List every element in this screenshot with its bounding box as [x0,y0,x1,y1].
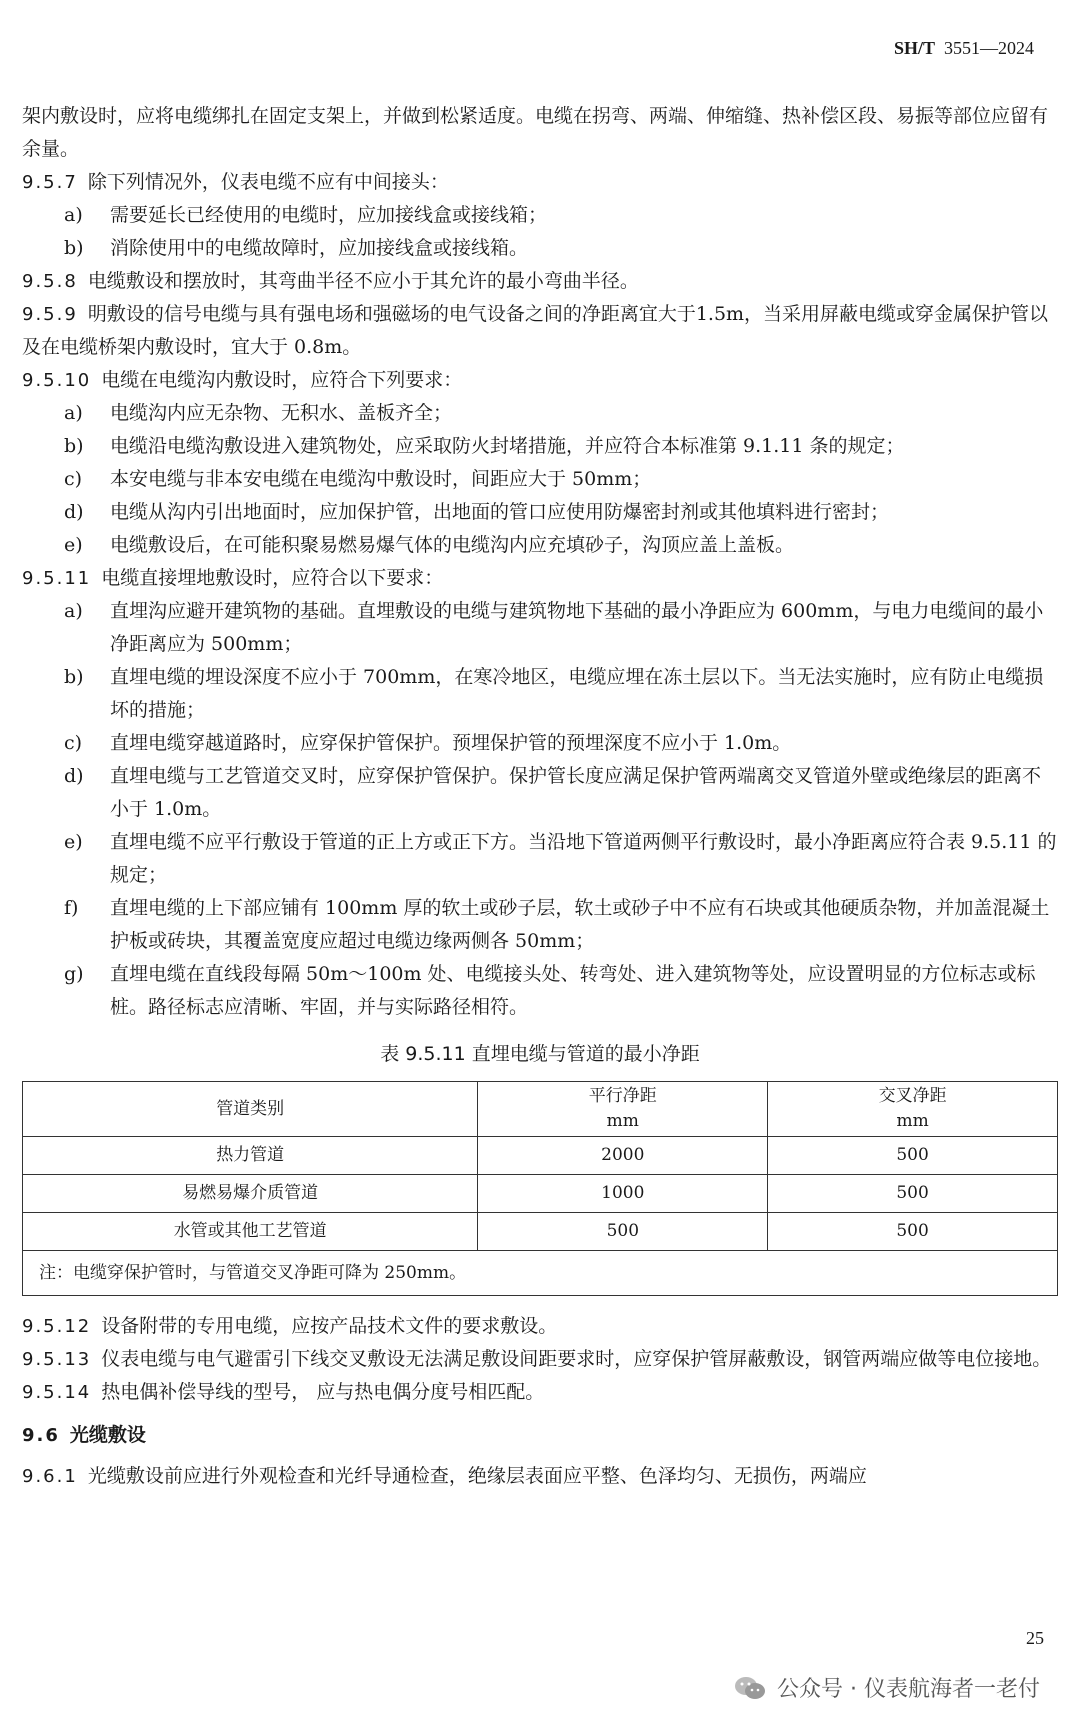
item-text: 直埋电缆穿越道路时，应穿保护管保护。预埋保护管的预埋深度不应小于 1.0m。 [110,732,792,754]
item-label: a) [64,600,83,622]
table-caption: 表 9.5.11 直埋电缆与管道的最小净距 [380,1043,700,1065]
document-body [22,100,1058,1493]
list-item [22,430,1058,463]
list-item [22,199,1058,232]
header-cross-label: 交叉净距 [878,1086,947,1106]
table-row [23,1213,1058,1251]
item-label: a) [64,204,83,226]
item-label: d) [64,765,84,787]
page-header [894,38,1034,59]
item-text: 直埋电缆在直线段每隔 50m～100m 处、电缆接头处、转弯处、进入建筑物等处，应设置明显的方位标志或标桩。路径标志应清晰、牢固，并与实际路径相符。 [110,963,1036,1018]
clause-number: 9.5.13 [22,1349,92,1370]
header-parallel [478,1082,768,1137]
list-item [22,892,1058,958]
list-item [22,958,1058,1024]
item-label: b) [64,666,84,688]
clause-text: 仪表电缆与电气避雷引下线交叉敷设无法满足敷设间距要求时，应穿保护管屏蔽敷设，钢管两端应做等电位接地。 [101,1348,1052,1370]
cell-parallel: 1000 [478,1175,768,1213]
wechat-icon [733,1674,767,1702]
item-label: e) [64,534,83,556]
watermark [733,1672,1040,1703]
item-label: g) [64,963,84,985]
header-cross [768,1082,1058,1137]
item-label: e) [64,831,83,853]
table-header-row [23,1082,1058,1137]
section-title: 光缆敷设 [69,1424,146,1446]
item-label: c) [64,468,83,490]
item-label: c) [64,732,83,754]
clause-text: 除下列情况外，仪表电缆不应有中间接头： [87,171,449,193]
clause-number: 9.5.9 [22,304,78,325]
item-label: b) [64,435,84,457]
clause-number: 9.5.12 [22,1316,92,1337]
clause-number: 9.6.1 [22,1466,78,1487]
table-note: 注：电缆穿保护管时，与管道交叉净距可降为 250mm。 [23,1251,1058,1296]
clause-text: 电缆直接埋地敷设时，应符合以下要求： [101,567,444,589]
clause-text: 热电偶补偿导线的型号， 应与热电偶分度号相匹配。 [101,1381,545,1403]
clause-9-5-12 [22,1310,1058,1343]
list-item [22,826,1058,892]
cell-pipe-type: 易燃易爆介质管道 [23,1175,478,1213]
table-note-row [23,1251,1058,1296]
paragraph: 架内敷设时，应将电缆绑扎在固定支架上，并做到松紧适度。电缆在拐弯、两端、伸缩缝、热补偿区段、易振等部位应留有余量。 [22,105,1049,160]
list-item [22,232,1058,265]
item-text: 直埋电缆不应平行敷设于管道的正上方或正下方。当沿地下管道两侧平行敷设时，最小净距离应符合表 9.5.11 的规定； [110,831,1057,886]
clause-9-5-9 [22,298,1058,364]
table-row [23,1137,1058,1175]
item-text: 直埋电缆与工艺管道交叉时，应穿保护管保护。保护管长度应满足保护管两端离交叉管道外壁或绝缘层的距离不小于 1.0m。 [110,765,1042,820]
item-label: d) [64,501,84,523]
page-number: 25 [1026,1628,1044,1648]
cell-pipe-type: 水管或其他工艺管道 [23,1213,478,1251]
clause-number: 9.5.8 [22,271,78,292]
list-item [22,529,1058,562]
clause-text: 电缆在电缆沟内敷设时，应符合下列要求： [101,369,463,391]
item-label: f) [64,897,79,919]
clause-number: 9.5.10 [22,370,92,391]
clause-9-5-14 [22,1376,1058,1409]
clause-9-5-7 [22,166,1058,199]
list-item [22,727,1058,760]
item-text: 电缆沿电缆沟敷设进入建筑物处，应采取防火封堵措施，并应符合本标准第 9.1.11 条的规定； [110,435,905,457]
clause-text: 电缆敷设和摆放时，其弯曲半径不应小于其允许的最小弯曲半径。 [87,270,639,292]
cell-cross: 500 [768,1175,1058,1213]
list-item [22,496,1058,529]
item-text: 消除使用中的电缆故障时，应加接线盒或接线箱。 [110,237,529,259]
cell-cross: 500 [768,1137,1058,1175]
clause-9-6-1 [22,1460,1058,1493]
list-item [22,397,1058,430]
cell-parallel: 500 [478,1213,768,1251]
list-item [22,595,1058,661]
item-text: 直埋电缆的埋设深度不应小于 700mm，在寒冷地区，电缆应埋在冻土层以下。当无法实施时，应有防止电缆损坏的措施； [110,666,1044,721]
item-text: 本安电缆与非本安电缆在电缆沟中敷设时，间距应大于 50mm； [110,468,652,490]
item-text: 需要延长已经使用的电缆时，应加接线盒或接线箱； [110,204,548,226]
clause-text: 明敷设的信号电缆与具有强电场和强磁场的电气设备之间的净距离宜大于1.5m，当采用屏蔽电缆或穿金属保护管以及在电缆桥架内敷设时，宜大于 0.8m。 [22,303,1049,358]
table-row [23,1175,1058,1213]
section-number: 9.6 [22,1425,60,1446]
list-item [22,760,1058,826]
clause-9-5-13 [22,1343,1058,1376]
header-pipe-type: 管道类别 [23,1082,478,1137]
clause-text: 设备附带的专用电缆，应按产品技术文件的要求敷设。 [101,1315,558,1337]
clause-9-5-11 [22,562,1058,595]
item-label: b) [64,237,84,259]
watermark-text: 公众号 · 仪表航海者一老付 [777,1677,1040,1702]
list-item [22,661,1058,727]
header-number: 3551—2024 [944,38,1034,58]
clause-number: 9.5.14 [22,1382,92,1403]
item-text: 直埋电缆的上下部应铺有 100mm 厚的软土或砂子层，软土或砂子中不应有石块或其他硬质杂物，并加盖混凝土护板或砖块，其覆盖宽度应超过电缆边缘两侧各 50mm； [110,897,1050,952]
clause-9-5-8 [22,265,1058,298]
distance-table [22,1081,1058,1296]
clause-9-5-10 [22,364,1058,397]
clause-text: 光缆敷设前应进行外观检查和光纤导通检查，绝缘层表面应平整、色泽均匀、无损伤，两端应 [87,1465,867,1487]
item-text: 直埋沟应避开建筑物的基础。直埋敷设的电缆与建筑物地下基础的最小净距应为 600mm，与电力电缆间的最小净距离应为 500mm； [110,600,1044,655]
clause-number: 9.5.11 [22,568,92,589]
item-text: 电缆从沟内引出地面时，应加保护管，出地面的管口应使用防爆密封剂或其他填料进行密封； [110,501,890,523]
item-text: 电缆敷设后，在可能积聚易燃易爆气体的电缆沟内应充填砂子，沟顶应盖上盖板。 [110,534,795,556]
clause-number: 9.5.7 [22,172,78,193]
header-cross-unit: mm [896,1111,929,1131]
cell-pipe-type: 热力管道 [23,1137,478,1175]
header-std: SH/T [893,38,935,58]
list-item [22,463,1058,496]
header-parallel-label: 平行净距 [588,1086,657,1106]
cell-parallel: 2000 [478,1137,768,1175]
cell-cross: 500 [768,1213,1058,1251]
header-parallel-unit: mm [606,1111,639,1131]
item-text: 电缆沟内应无杂物、无积水、盖板齐全； [110,402,453,424]
section-9-6 [22,1419,1058,1452]
item-label: a) [64,402,83,424]
